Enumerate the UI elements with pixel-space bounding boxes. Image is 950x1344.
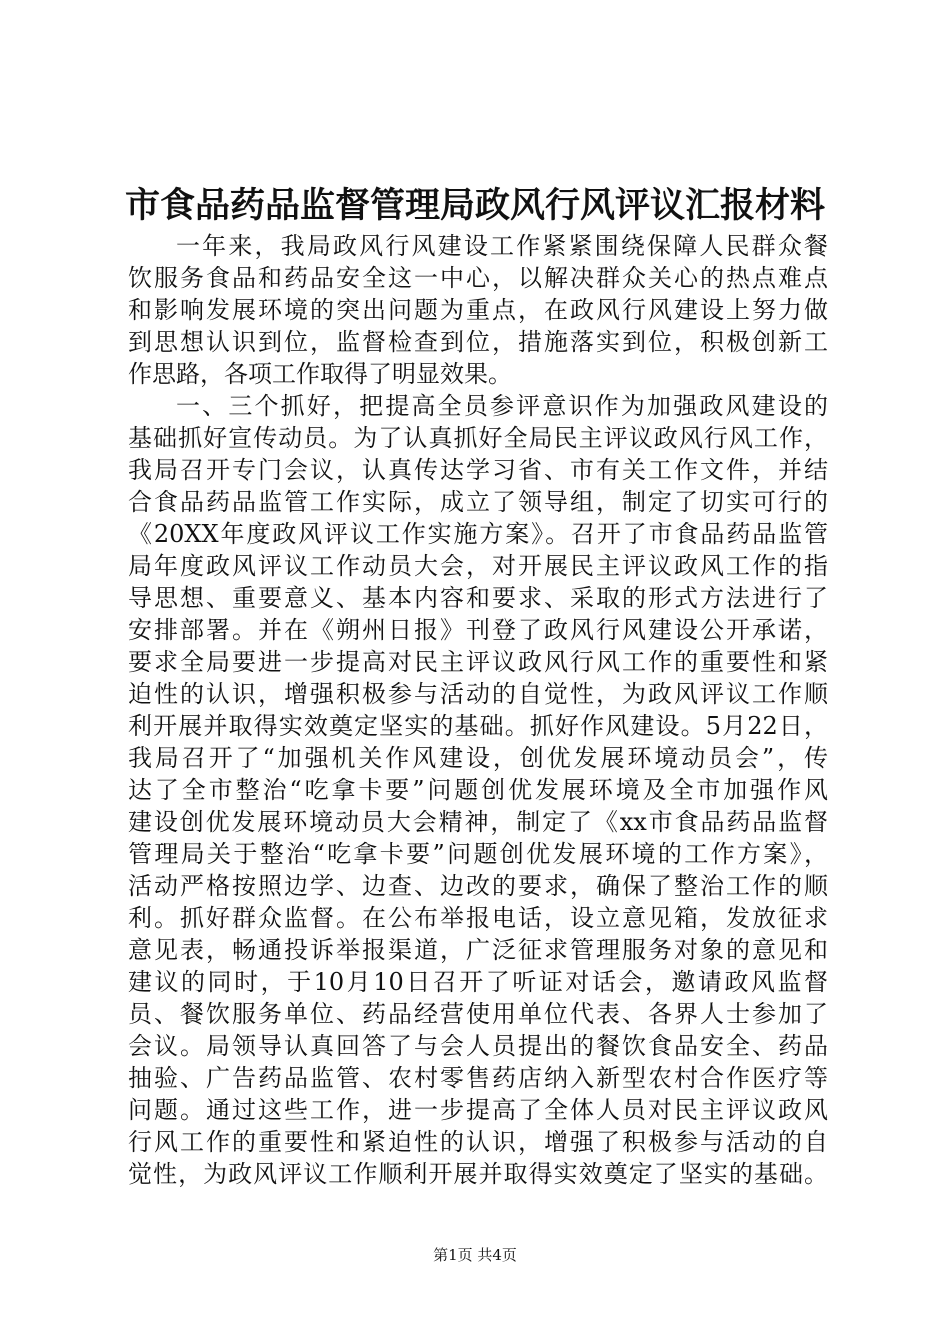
body-line: 员、餐饮服务单位、药品经营使用单位代表、各界人士参加了	[128, 1000, 828, 1028]
body-line: 作思路，各项工作取得了明显效果。	[128, 360, 512, 388]
body-line: 会议。局领导认真回答了与会人员提出的餐饮食品安全、药品	[128, 1032, 828, 1060]
body-line: 管理局关于整治“吃拿卡要”问题创优发展环境的工作方案》，	[128, 840, 828, 868]
body-line: 行风工作的重要性和紧迫性的认识，增强了积极参与活动的自	[128, 1128, 828, 1156]
body-line: 导思想、重要意义、基本内容和要求、采取的形式方法进行了	[128, 584, 828, 612]
body-line: 我局召开了“加强机关作风建设，创优发展环境动员会”，传	[128, 744, 828, 772]
document-body	[128, 230, 828, 1190]
page-number-footer: 第1页 共4页	[433, 1246, 517, 1264]
body-line: 意见表，畅通投诉举报渠道，广泛征求管理服务对象的意见和	[128, 936, 828, 964]
body-line: 饮服务食品和药品安全这一中心，以解决群众关心的热点难点	[128, 264, 828, 292]
body-line: 局年度政风评议工作动员大会，对开展民主评议政风工作的指	[128, 552, 828, 580]
body-line: 合食品药品监管工作实际，成立了领导组，制定了切实可行的	[128, 488, 828, 516]
body-line: 建议的同时，于10月10日召开了听证对话会，邀请政风监督	[128, 968, 828, 996]
body-line: 一、三个抓好，把提高全员参评意识作为加强政风建设的	[176, 392, 828, 420]
body-line: 觉性，为政风评议工作顺利开展并取得实效奠定了坚实的基础。	[128, 1160, 828, 1188]
body-line: 到思想认识到位，监督检查到位，措施落实到位，积极创新工	[128, 328, 828, 356]
body-line: 问题。通过这些工作，进一步提高了全体人员对民主评议政风	[128, 1096, 828, 1124]
body-line: 要求全局要进一步提高对民主评议政风行风工作的重要性和紧	[128, 648, 828, 676]
body-line: 建设创优发展环境动员大会精神，制定了《xx市食品药品监督	[128, 808, 828, 836]
body-line: 一年来，我局政风行风建设工作紧紧围绕保障人民群众餐	[176, 232, 828, 260]
document-title: 市食品药品监督管理局政风行风评议汇报材料	[124, 185, 825, 226]
body-line: 抽验、广告药品监管、农村零售药店纳入新型农村合作医疗等	[128, 1064, 828, 1092]
body-line: 我局召开专门会议，认真传达学习省、市有关工作文件，并结	[128, 456, 828, 484]
body-line: 活动严格按照边学、边查、边改的要求，确保了整治工作的顺	[128, 872, 828, 900]
body-line: 安排部署。并在《朔州日报》刊登了政风行风建设公开承诺，	[128, 616, 828, 644]
body-line: 迫性的认识，增强积极参与活动的自觉性，为政风评议工作顺	[128, 680, 828, 708]
body-line: 《20XX年度政风评议工作实施方案》。召开了市食品药品监管	[128, 520, 828, 548]
body-line: 基础抓好宣传动员。为了认真抓好全局民主评议政风行风工作，	[128, 424, 828, 452]
body-line: 利。抓好群众监督。在公布举报电话，设立意见箱，发放征求	[128, 904, 828, 932]
body-line: 达了全市整治“吃拿卡要”问题创优发展环境及全市加强作风	[128, 776, 828, 804]
body-line: 和影响发展环境的突出问题为重点，在政风行风建设上努力做	[128, 296, 828, 324]
body-line: 利开展并取得实效奠定坚实的基础。抓好作风建设。5月22日，	[128, 712, 828, 740]
